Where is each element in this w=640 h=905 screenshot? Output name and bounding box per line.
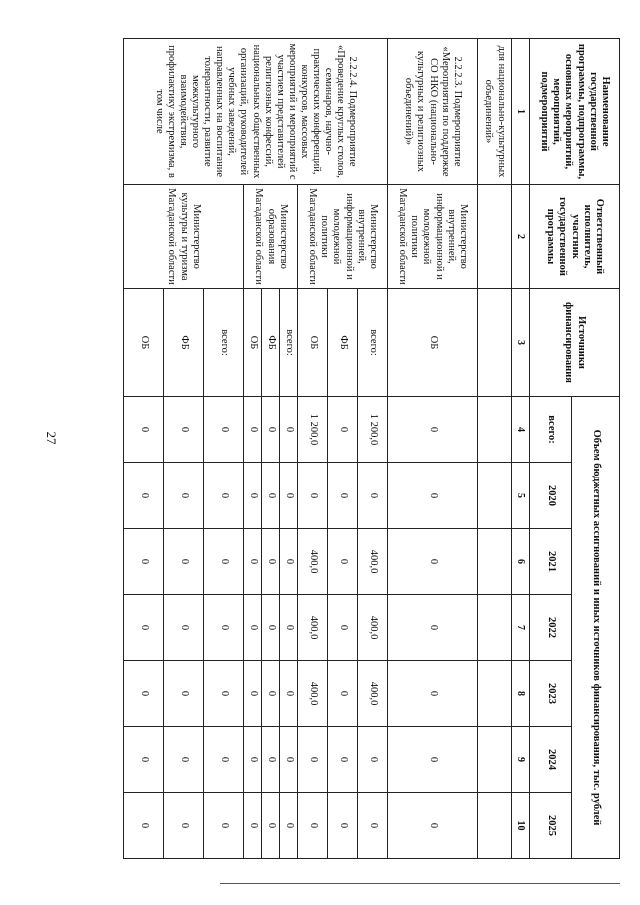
header-name: Наименование государственной программы, подпрограммы, основных мероприятий, мероприятий, подмероприятий xyxy=(530,39,620,185)
row-name: 2.2.2.4. Подмероприятие «Проведение круглых столов, семинаров, научно-практических конференций, конкурсов, массовых мероприятий и мероприятий с участием представителей религиозных конфессий, национальных общественных организаций, руководителей учебных заведений, направленных на воспитание толерантности, развитие межкультурного взаимодействия, профилактику экстремизма, в том числе xyxy=(124,39,388,185)
value-cell: 0 xyxy=(164,793,204,859)
page-number: 27 xyxy=(44,431,59,445)
value-cell: 0 xyxy=(262,595,280,661)
value-cell: 0 xyxy=(280,661,298,727)
funding-table xyxy=(123,38,620,859)
value-cell: 0 xyxy=(328,793,358,859)
value-cell: 0 xyxy=(262,793,280,859)
row-source: ФБ xyxy=(164,289,204,397)
value-cell: 400,0 xyxy=(358,595,388,661)
value-cell: 0 xyxy=(280,727,298,793)
value-cell: 0 xyxy=(388,397,478,463)
column-number: 6 xyxy=(512,529,530,595)
value-cell: 0 xyxy=(328,661,358,727)
value-cell: 0 xyxy=(164,661,204,727)
value-cell: 0 xyxy=(358,463,388,529)
row-source: всего: xyxy=(280,289,298,397)
value-cell: 0 xyxy=(244,793,262,859)
table-row xyxy=(388,39,478,859)
rotated-table-content xyxy=(70,38,620,858)
value-cell: 0 xyxy=(244,661,262,727)
value-cell: 0 xyxy=(328,727,358,793)
value-cell: 0 xyxy=(388,529,478,595)
header-year: 2022 xyxy=(530,595,572,661)
value-cell: 0 xyxy=(298,727,328,793)
value-cell: 0 xyxy=(204,727,244,793)
value-cell: 0 xyxy=(388,463,478,529)
value-cell: 0 xyxy=(328,463,358,529)
header-year: 2021 xyxy=(530,529,572,595)
value-cell: 0 xyxy=(358,727,388,793)
column-number: 2 xyxy=(512,185,530,289)
row-source: ФБ xyxy=(328,289,358,397)
row-source: всего: xyxy=(358,289,388,397)
row-source: ОБ xyxy=(388,289,478,397)
value-cell: 0 xyxy=(262,397,280,463)
column-number: 1 xyxy=(512,39,530,185)
value-cell: 400,0 xyxy=(358,661,388,727)
value-cell: 0 xyxy=(328,397,358,463)
header-executor: Ответственный исполнитель, участник государственной программы xyxy=(530,185,620,289)
value-cell: 0 xyxy=(164,595,204,661)
column-number: 4 xyxy=(512,397,530,463)
row-executor: Министерство внутренней, информационной и молодежной политики Магаданской области xyxy=(298,185,388,289)
value-cell: 0 xyxy=(262,661,280,727)
value-cell: 0 xyxy=(298,793,328,859)
continuation-row xyxy=(478,39,512,859)
value-cell: 0 xyxy=(204,595,244,661)
value-cell: 0 xyxy=(124,661,164,727)
row-source: всего: xyxy=(204,289,244,397)
row-source: ОБ xyxy=(124,289,164,397)
value-cell: 0 xyxy=(280,595,298,661)
value-cell: 0 xyxy=(388,661,478,727)
value-cell: 400,0 xyxy=(298,529,328,595)
bottom-rule xyxy=(220,883,620,884)
value-cell: 0 xyxy=(124,529,164,595)
value-cell: 0 xyxy=(298,463,328,529)
value-cell: 0 xyxy=(358,793,388,859)
row-name: 2.2.2.3. Подмероприятие «Мероприятия по поддержке СО НКО (национально-культурных и религиозных объединений)» xyxy=(388,39,478,185)
value-cell: 400,0 xyxy=(298,661,328,727)
continuation-text: для национально-культурных объединений» xyxy=(478,39,512,185)
column-number: 5 xyxy=(512,463,530,529)
value-cell: 0 xyxy=(280,529,298,595)
header-year: 2024 xyxy=(530,727,572,793)
value-cell: 0 xyxy=(244,529,262,595)
header-year: всего: xyxy=(530,397,572,463)
row-executor: Министерство внутренней, информационной и молодежной политики Магаданской области xyxy=(388,185,478,289)
header-year: 2025 xyxy=(530,793,572,859)
column-number: 10 xyxy=(512,793,530,859)
value-cell: 0 xyxy=(204,793,244,859)
value-cell: 400,0 xyxy=(358,529,388,595)
value-cell: 0 xyxy=(164,529,204,595)
value-cell: 0 xyxy=(164,727,204,793)
value-cell: 0 xyxy=(244,397,262,463)
value-cell: 0 xyxy=(388,727,478,793)
value-cell: 0 xyxy=(262,463,280,529)
value-cell: 0 xyxy=(204,397,244,463)
value-cell: 0 xyxy=(280,793,298,859)
value-cell: 0 xyxy=(244,595,262,661)
column-number: 3 xyxy=(512,289,530,397)
row-source: ФБ xyxy=(262,289,280,397)
value-cell: 0 xyxy=(244,727,262,793)
rotated-table-wrapper xyxy=(70,38,620,858)
table-row xyxy=(358,39,388,859)
column-number: 8 xyxy=(512,661,530,727)
value-cell: 0 xyxy=(124,595,164,661)
header-year: 2023 xyxy=(530,661,572,727)
value-cell: 0 xyxy=(204,529,244,595)
value-cell: 0 xyxy=(164,463,204,529)
value-cell: 0 xyxy=(262,727,280,793)
value-cell: 0 xyxy=(244,463,262,529)
row-executor: Министерство культуры и туризма Магаданской области xyxy=(124,185,244,289)
value-cell: 0 xyxy=(280,463,298,529)
column-number-row xyxy=(512,39,530,859)
value-cell: 1 200,0 xyxy=(358,397,388,463)
value-cell: 0 xyxy=(388,595,478,661)
value-cell: 400,0 xyxy=(298,595,328,661)
value-cell: 0 xyxy=(124,463,164,529)
header-source: Источники финансирования xyxy=(530,289,620,397)
value-cell: 0 xyxy=(204,463,244,529)
value-cell: 0 xyxy=(164,397,204,463)
header-year: 2020 xyxy=(530,463,572,529)
row-source: ОБ xyxy=(298,289,328,397)
value-cell: 0 xyxy=(328,529,358,595)
value-cell: 0 xyxy=(124,793,164,859)
row-source: ОБ xyxy=(244,289,262,397)
value-cell: 0 xyxy=(388,793,478,859)
value-cell: 0 xyxy=(262,529,280,595)
value-cell: 0 xyxy=(328,595,358,661)
value-cell: 0 xyxy=(124,727,164,793)
value-cell: 0 xyxy=(280,397,298,463)
column-number: 7 xyxy=(512,595,530,661)
header-funding-title: Объем бюджетных ассигнований и иных источников финансирования, тыс. рублей xyxy=(572,397,620,859)
column-number: 9 xyxy=(512,727,530,793)
value-cell: 0 xyxy=(204,661,244,727)
row-executor: Министерство образования Магаданской области xyxy=(244,185,298,289)
value-cell: 0 xyxy=(124,397,164,463)
value-cell: 1 200,0 xyxy=(298,397,328,463)
